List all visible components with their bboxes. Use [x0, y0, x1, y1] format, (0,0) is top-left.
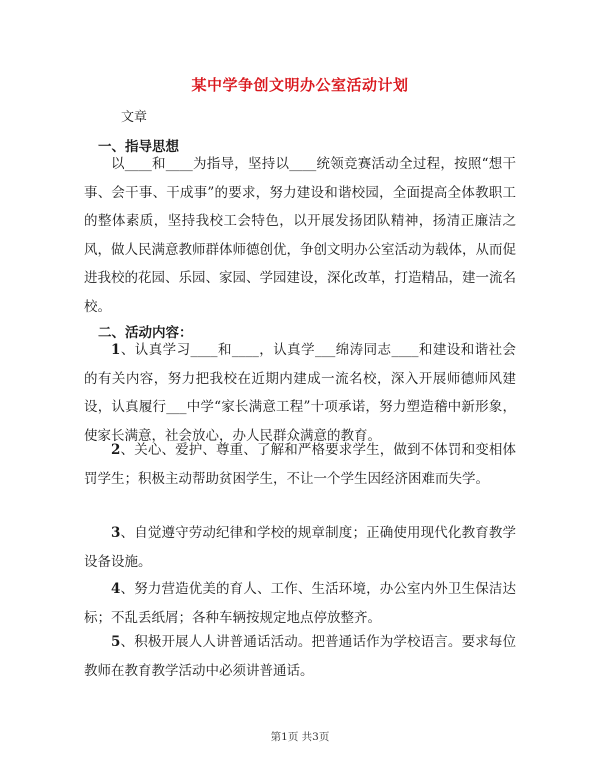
- list-item-number: 5: [111, 634, 121, 650]
- list-item-4: [84, 575, 516, 632]
- paragraph-guiding-ideology: 以____和____为指导，坚持以____统领竞赛活动全过程，按照“想干事、会干事、干成事”的要求，努力建设和谐校园，全面提高全体教职工的整体素质，坚持我校工会特色，以开展发扬团队精神，扬清正廉洁之风，做人民满意教师群体师德创优，争创文明办公室活动为载体，从而促进我校的花园、乐园、家园、学园建设，深化改革，打造精品，建一流名校。: [84, 156, 516, 315]
- page-footer: 第1页 共3页: [270, 731, 330, 743]
- list-item-1: [84, 336, 516, 450]
- list-item-number: 4: [111, 581, 121, 597]
- list-item-number: 3: [111, 525, 121, 541]
- category-label: 文章: [121, 110, 148, 125]
- list-item-text: 、认真学习____和____，认真学___绵涛同志____和建设和谐社会的有关内容，努力把我校在近期内建成一流名校，深入开展师德师风建设，认真履行___中学“家长满意工程”十项承诺，努力塑造稽中新形象，使家长满意，社会放心，办人民群众满意的教育。: [84, 342, 516, 444]
- list-item-number: 2: [111, 442, 121, 458]
- list-item-3: [84, 519, 516, 576]
- section-heading-guiding-ideology: 一、指导思想: [98, 139, 179, 155]
- section-heading-activity-content: 二、活动内容：: [98, 325, 193, 341]
- list-item-text: 、关心、爱护、尊重、了解和严格要求学生，做到不体罚和变相体罚学生；积极主动帮助贫困学生，不让一个学生因经济困难而失学。: [84, 442, 516, 487]
- list-item-text: 、自觉遵守劳动纪律和学校的规章制度；正确使用现代化教育教学设备设施。: [84, 525, 516, 570]
- list-item-text: 、努力营造优美的育人、工作、生活环境，办公室内外卫生保洁达标；不乱丢纸屑；各种车辆按规定地点停放整齐。: [84, 581, 516, 626]
- list-item-5: [84, 628, 516, 685]
- list-item-2: [84, 436, 516, 493]
- list-item-text: 、积极开展人人讲普通话活动。把普通话作为学校语言。要求每位教师在教育教学活动中必须讲普通话。: [84, 634, 516, 679]
- list-item-number: 1: [111, 342, 121, 358]
- document-title: 某中学争创文明办公室活动计划: [191, 76, 409, 94]
